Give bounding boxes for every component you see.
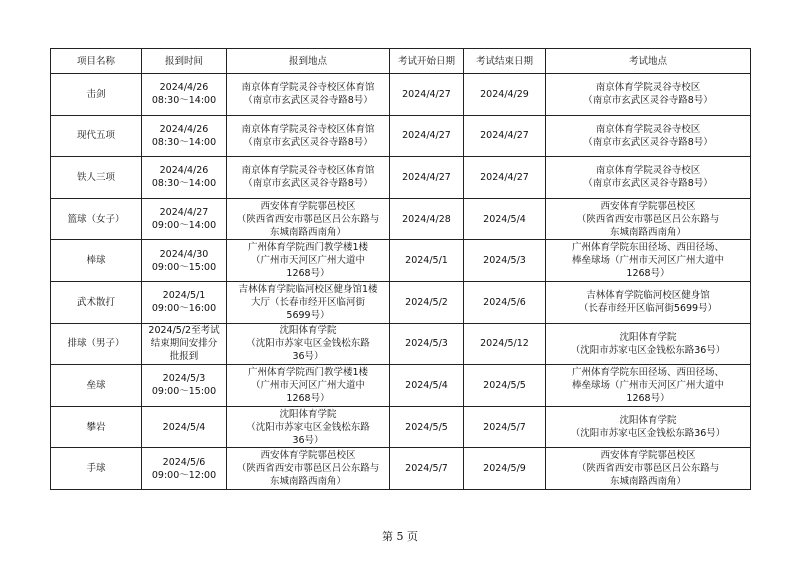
cell-project-name <box>51 323 142 365</box>
cell-report-place <box>227 365 390 407</box>
cell-report-time-text: 2024/4/26 08:30～14:00 <box>151 165 217 190</box>
cell-exam-place-text: 吉林体育学院临河校区健身馆 （长春市经开区临河街5699号） <box>578 290 718 315</box>
cell-report-time-text: 2024/4/26 08:30～14:00 <box>151 123 217 148</box>
cell-exam-start <box>390 281 464 323</box>
cell-exam-start <box>390 323 464 365</box>
cell-exam-end <box>464 323 546 365</box>
cell-report-time-text: 2024/5/2至考试 结束期间安排分 批报到 <box>148 325 220 363</box>
cell-exam-end-text: 2024/5/9 <box>483 463 526 475</box>
cell-report-place-text: 沈阳体育学院 （沈阳市苏家屯区金钱松东路 36号） <box>246 325 370 363</box>
cell-project-name-text: 现代五项 <box>76 130 115 142</box>
cell-report-time <box>142 115 227 157</box>
header-exam-place: 考试地点 <box>546 49 751 74</box>
cell-exam-start <box>390 406 464 448</box>
cell-exam-start <box>390 157 464 199</box>
cell-exam-end <box>464 115 546 157</box>
cell-exam-end-text: 2024/5/5 <box>483 379 526 391</box>
cell-exam-end <box>464 281 546 323</box>
cell-project-name <box>51 365 142 407</box>
cell-report-place-text: 南京体育学院灵谷寺校区体育馆 （南京市玄武区灵谷寺路8号） <box>241 123 375 148</box>
cell-report-place-text: 南京体育学院灵谷寺校区体育馆 （南京市玄武区灵谷寺路8号） <box>241 82 375 107</box>
header-exam-end: 考试结束日期 <box>464 49 546 74</box>
cell-exam-end-text: 2024/5/6 <box>483 296 526 308</box>
table-row <box>51 281 751 323</box>
cell-project-name <box>51 74 142 116</box>
cell-exam-place <box>546 74 751 116</box>
cell-exam-end <box>464 74 546 116</box>
cell-project-name <box>51 281 142 323</box>
cell-exam-place-text: 西安体育学院鄠邑校区 （陕西省西安市鄠邑区吕公东路与 东城南路西南角） <box>576 450 720 488</box>
cell-exam-place <box>546 323 751 365</box>
cell-report-place <box>227 115 390 157</box>
cell-exam-place-text: 沈阳体育学院 （沈阳市苏家屯区金钱松东路36号） <box>570 331 726 356</box>
exam-schedule-table <box>50 48 751 490</box>
cell-report-place-text: 吉林体育学院临河校区健身馆1楼 大厅（长春市经开区临河街 5699号） <box>238 283 378 321</box>
cell-exam-place-text: 广州体育学院东田径场、西田径场、 棒垒球场（广州市天河区广州大道中 1268号） <box>571 242 724 280</box>
cell-project-name <box>51 240 142 282</box>
cell-project-name <box>51 115 142 157</box>
cell-project-name-text: 武术散打 <box>76 296 115 308</box>
cell-exam-place <box>546 198 751 240</box>
cell-exam-end <box>464 406 546 448</box>
cell-project-name-text: 垒球 <box>86 379 106 391</box>
table-row <box>51 74 751 116</box>
cell-exam-end <box>464 240 546 282</box>
cell-project-name-text: 手球 <box>86 463 106 475</box>
cell-report-time <box>142 74 227 116</box>
cell-exam-start <box>390 115 464 157</box>
cell-report-time <box>142 323 227 365</box>
cell-project-name-text: 棒球 <box>86 255 106 267</box>
cell-project-name-text: 排球（男子） <box>67 338 125 350</box>
cell-exam-end <box>464 448 546 490</box>
table-row <box>51 406 751 448</box>
cell-exam-place-text: 南京体育学院灵谷寺校区 （南京市玄武区灵谷寺路8号） <box>583 82 713 107</box>
cell-exam-place-text: 西安体育学院鄠邑校区 （陕西省西安市鄠邑区吕公东路与 东城南路西南角） <box>576 200 720 238</box>
cell-exam-place <box>546 157 751 199</box>
cell-exam-start-text: 2024/5/3 <box>405 338 448 350</box>
table-row <box>51 240 751 282</box>
cell-report-place-text: 广州体育学院西门教学楼1楼 （广州市天河区广州大道中 1268号） <box>247 242 369 280</box>
cell-report-place-text: 南京体育学院灵谷寺校区体育馆 （南京市玄武区灵谷寺路8号） <box>241 165 375 190</box>
cell-exam-start <box>390 240 464 282</box>
cell-report-time-text: 2024/4/27 09:00～14:00 <box>151 207 217 232</box>
cell-report-place <box>227 198 390 240</box>
cell-exam-start <box>390 74 464 116</box>
cell-report-place <box>227 448 390 490</box>
table-row <box>51 115 751 157</box>
cell-exam-start <box>390 198 464 240</box>
cell-exam-end-text: 2024/5/3 <box>483 255 526 267</box>
cell-exam-start-text: 2024/5/7 <box>405 463 448 475</box>
cell-report-place <box>227 240 390 282</box>
cell-report-time-text: 2024/5/3 09:00～15:00 <box>151 373 217 398</box>
cell-exam-start-text: 2024/4/27 <box>402 88 451 100</box>
cell-report-place-text: 沈阳体育学院 （沈阳市苏家屯区金钱松东路 36号） <box>246 408 370 446</box>
cell-project-name-text: 攀岩 <box>86 421 106 433</box>
header-exam-start: 考试开始日期 <box>390 49 464 74</box>
cell-report-time-text: 2024/5/6 09:00～12:00 <box>151 456 217 481</box>
cell-exam-end <box>464 365 546 407</box>
cell-report-time-text: 2024/5/4 <box>162 421 206 433</box>
cell-report-time <box>142 448 227 490</box>
cell-exam-start <box>390 365 464 407</box>
cell-exam-end-text: 2024/5/4 <box>483 213 526 225</box>
cell-project-name <box>51 198 142 240</box>
cell-exam-end <box>464 198 546 240</box>
cell-report-time-text: 2024/4/26 08:30～14:00 <box>151 82 217 107</box>
cell-exam-place <box>546 240 751 282</box>
cell-report-time <box>142 365 227 407</box>
cell-exam-start-text: 2024/4/28 <box>402 213 451 225</box>
cell-exam-end-text: 2024/4/27 <box>480 130 529 142</box>
table-row <box>51 323 751 365</box>
cell-exam-end-text: 2024/5/7 <box>483 421 526 433</box>
cell-exam-place <box>546 115 751 157</box>
cell-exam-end-text: 2024/5/12 <box>480 338 529 350</box>
cell-exam-place <box>546 406 751 448</box>
cell-exam-start <box>390 448 464 490</box>
cell-project-name-text: 击剑 <box>86 88 106 100</box>
cell-exam-place-text: 广州体育学院东田径场、西田径场、 棒垒球场（广州市天河区广州大道中 1268号） <box>571 366 724 404</box>
page-number: 第 5 页 <box>382 530 418 543</box>
cell-report-time <box>142 240 227 282</box>
table-row <box>51 198 751 240</box>
cell-exam-start-text: 2024/4/27 <box>402 171 451 183</box>
table-header-row <box>51 49 751 74</box>
cell-report-place <box>227 281 390 323</box>
cell-exam-place-text: 南京体育学院灵谷寺校区 （南京市玄武区灵谷寺路8号） <box>583 165 713 190</box>
table-row <box>51 448 751 490</box>
cell-exam-place <box>546 365 751 407</box>
cell-report-place <box>227 323 390 365</box>
cell-project-name <box>51 448 142 490</box>
cell-report-place-text: 西安体育学院鄠邑校区 （陕西省西安市鄠邑区吕公东路与 东城南路西南角） <box>236 450 380 488</box>
table-body <box>51 74 751 490</box>
cell-exam-end-text: 2024/4/27 <box>480 171 529 183</box>
cell-report-time <box>142 198 227 240</box>
cell-project-name <box>51 406 142 448</box>
cell-report-place-text: 西安体育学院鄠邑校区 （陕西省西安市鄠邑区吕公东路与 东城南路西南角） <box>236 200 380 238</box>
cell-report-time <box>142 281 227 323</box>
cell-report-place <box>227 157 390 199</box>
cell-project-name-text: 篮球（女子） <box>67 213 125 225</box>
cell-exam-start-text: 2024/5/1 <box>405 255 448 267</box>
cell-report-place <box>227 74 390 116</box>
cell-exam-place <box>546 448 751 490</box>
header-report-place: 报到地点 <box>227 49 390 74</box>
cell-exam-end-text: 2024/4/29 <box>480 88 529 100</box>
cell-exam-start-text: 2024/5/4 <box>405 379 448 391</box>
cell-report-place-text: 广州体育学院西门教学楼1楼 （广州市天河区广州大道中 1268号） <box>247 366 369 404</box>
cell-exam-place-text: 南京体育学院灵谷寺校区 （南京市玄武区灵谷寺路8号） <box>583 123 713 148</box>
table-row <box>51 157 751 199</box>
header-report-time: 报到时间 <box>142 49 227 74</box>
header-project-name: 项目名称 <box>51 49 142 74</box>
cell-report-time-text: 2024/5/1 09:00～16:00 <box>151 290 217 315</box>
cell-exam-end <box>464 157 546 199</box>
cell-exam-place <box>546 281 751 323</box>
cell-exam-start-text: 2024/5/2 <box>405 296 448 308</box>
cell-exam-start-text: 2024/4/27 <box>402 130 451 142</box>
cell-report-time <box>142 157 227 199</box>
cell-project-name <box>51 157 142 199</box>
cell-report-time-text: 2024/4/30 09:00～15:00 <box>151 248 217 273</box>
cell-report-time <box>142 406 227 448</box>
cell-report-place <box>227 406 390 448</box>
cell-exam-place-text: 沈阳体育学院 （沈阳市苏家屯区金钱松东路36号） <box>570 415 726 440</box>
table-row <box>51 365 751 407</box>
cell-exam-start-text: 2024/5/5 <box>405 421 448 433</box>
cell-project-name-text: 铁人三项 <box>76 171 115 183</box>
